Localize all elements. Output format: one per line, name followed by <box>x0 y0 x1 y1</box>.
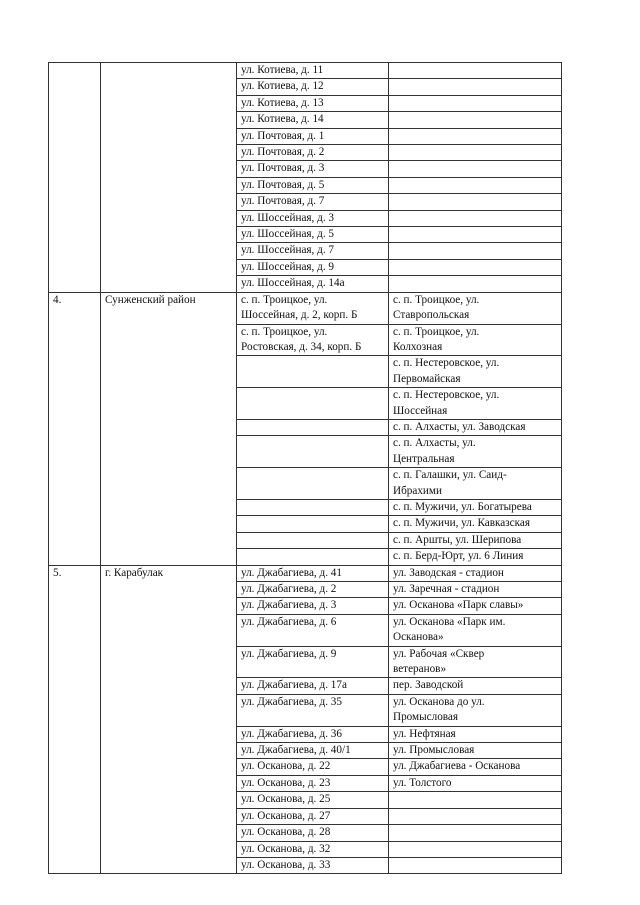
address-cell: ул. Джабагиева, д. 35 <box>237 694 389 726</box>
address-cell: ул. Почтовая, д. 2 <box>237 145 389 161</box>
address-cell: ул. Почтовая, д. 3 <box>237 161 389 177</box>
address-cell: ул. Осканова, д. 32 <box>237 841 389 857</box>
cell-line: Ибрахими <box>393 484 442 497</box>
street-cell: ул. Осканова «Парк славы» <box>389 598 562 614</box>
address-cell: ул. Осканова, д. 23 <box>237 775 389 791</box>
street-cell <box>389 63 562 79</box>
street-cell <box>389 292 562 324</box>
cell-line: Ростовская, д. 34, корп. Б <box>241 340 362 353</box>
cell-line: Промысловая <box>393 711 459 724</box>
street-cell <box>389 646 562 678</box>
address-cell: ул. Джабагиева, д. 40/1 <box>237 743 389 759</box>
address-cell: ул. Почтовая, д. 1 <box>237 128 389 144</box>
street-cell <box>389 792 562 808</box>
address-cell: ул. Почтовая, д. 7 <box>237 194 389 210</box>
cell-line: ул. Рабочая «Сквер <box>393 647 485 660</box>
address-cell <box>237 356 389 388</box>
street-cell <box>389 808 562 824</box>
street-cell <box>389 95 562 111</box>
cell-line: Колхозная <box>393 340 443 353</box>
street-cell <box>389 112 562 128</box>
address-cell: ул. Осканова, д. 33 <box>237 857 389 873</box>
street-cell <box>389 841 562 857</box>
street-cell <box>389 694 562 726</box>
address-cell: ул. Джабагиева, д. 36 <box>237 726 389 742</box>
address-cell: ул. Котиева, д. 13 <box>237 95 389 111</box>
street-cell: ул. Толстого <box>389 775 562 791</box>
cell-line: с. п. Галашки, ул. Саид- <box>393 469 507 482</box>
street-cell: с. п. Мужичи, ул. Богатырева <box>389 499 562 515</box>
cell-line: ул. Осканова до ул. <box>393 695 485 708</box>
address-cell: ул. Шоссейная, д. 7 <box>237 243 389 259</box>
address-cell: ул. Осканова, д. 22 <box>237 759 389 775</box>
address-cell: ул. Джабагиева, д. 17а <box>237 678 389 694</box>
street-cell: с. п. Мужичи, ул. Кавказская <box>389 516 562 532</box>
address-cell <box>237 499 389 515</box>
cell-line: с. п. Троицкое, ул. <box>241 325 328 338</box>
cell-line: Осканова» <box>393 631 444 644</box>
address-cell: ул. Шоссейная, д. 14а <box>237 276 389 292</box>
street-cell: пер. Заводской <box>389 678 562 694</box>
address-cell <box>237 388 389 420</box>
street-cell <box>389 356 562 388</box>
address-cell: ул. Почтовая, д. 5 <box>237 177 389 193</box>
street-cell <box>389 614 562 646</box>
cell-line: с. п. Алхасты, ул. <box>393 437 476 450</box>
address-cell: ул. Джабагиева, д. 9 <box>237 646 389 678</box>
street-cell <box>389 128 562 144</box>
table-row <box>49 63 562 79</box>
address-cell: ул. Джабагиева, д. 2 <box>237 582 389 598</box>
street-cell <box>389 79 562 95</box>
address-cell <box>237 436 389 468</box>
address-cell: ул. Шоссейная, д. 3 <box>237 210 389 226</box>
address-cell: ул. Шоссейная, д. 5 <box>237 227 389 243</box>
cell-line: Центральная <box>393 452 455 465</box>
street-cell: с. п. Аршты, ул. Шерипова <box>389 532 562 548</box>
table-row <box>49 565 562 581</box>
street-cell <box>389 259 562 275</box>
address-cell: ул. Осканова, д. 28 <box>237 825 389 841</box>
cell-line: Шоссейная, д. 2, корп. Б <box>241 309 358 322</box>
street-cell: ул. Джабагиева - Осканова <box>389 759 562 775</box>
street-cell <box>389 210 562 226</box>
cell-line: ул. Осканова «Парк им. <box>393 615 506 628</box>
address-cell: ул. Котиева, д. 11 <box>237 63 389 79</box>
street-cell <box>389 436 562 468</box>
cell-line: с. п. Нестеровское, ул. <box>393 389 500 402</box>
street-cell <box>389 177 562 193</box>
street-cell <box>389 227 562 243</box>
address-cell: ул. Джабагиева, д. 41 <box>237 565 389 581</box>
street-cell: ул. Заречная - стадион <box>389 582 562 598</box>
street-cell <box>389 857 562 873</box>
cell-line: Ставропольская <box>393 309 470 322</box>
address-cell <box>237 419 389 435</box>
district-name: г. Карабулак <box>101 565 237 874</box>
row-number: 4. <box>49 292 101 565</box>
cell-line: с. п. Троицкое, ул. <box>241 293 328 306</box>
street-cell: ул. Заводская - стадион <box>389 565 562 581</box>
street-cell <box>389 145 562 161</box>
table-row <box>49 292 562 324</box>
address-cell <box>237 516 389 532</box>
street-cell: с. п. Берд-Юрт, ул. 6 Линия <box>389 549 562 565</box>
address-cell: ул. Осканова, д. 27 <box>237 808 389 824</box>
street-cell <box>389 825 562 841</box>
address-table-body <box>49 63 562 874</box>
cell-line: Шоссейная <box>393 404 448 417</box>
cell-line: ветеранов» <box>393 663 447 676</box>
cell-line: с. п. Нестеровское, ул. <box>393 357 500 370</box>
street-cell <box>389 243 562 259</box>
street-cell <box>389 324 562 356</box>
address-cell: ул. Джабагиева, д. 6 <box>237 614 389 646</box>
address-cell: ул. Шоссейная, д. 9 <box>237 259 389 275</box>
street-cell <box>389 388 562 420</box>
district-name: Сунженский район <box>101 292 237 565</box>
address-cell: ул. Осканова, д. 25 <box>237 792 389 808</box>
row-number: 5. <box>49 565 101 874</box>
address-cell: ул. Джабагиева, д. 3 <box>237 598 389 614</box>
street-cell: с. п. Алхасты, ул. Заводская <box>389 419 562 435</box>
address-cell <box>237 292 389 324</box>
street-cell: ул. Промысловая <box>389 743 562 759</box>
address-table <box>48 62 562 874</box>
address-cell <box>237 549 389 565</box>
cell-line: с. п. Троицкое, ул. <box>393 325 480 338</box>
street-cell <box>389 194 562 210</box>
address-cell: ул. Котиева, д. 14 <box>237 112 389 128</box>
district-name <box>101 63 237 293</box>
cell-line: Первомайская <box>393 372 461 385</box>
address-cell <box>237 324 389 356</box>
row-number <box>49 63 101 293</box>
street-cell <box>389 161 562 177</box>
cell-line: с. п. Троицкое, ул. <box>393 293 480 306</box>
street-cell <box>389 276 562 292</box>
address-cell <box>237 468 389 500</box>
street-cell <box>389 468 562 500</box>
street-cell: ул. Нефтяная <box>389 726 562 742</box>
address-cell <box>237 532 389 548</box>
address-cell: ул. Котиева, д. 12 <box>237 79 389 95</box>
